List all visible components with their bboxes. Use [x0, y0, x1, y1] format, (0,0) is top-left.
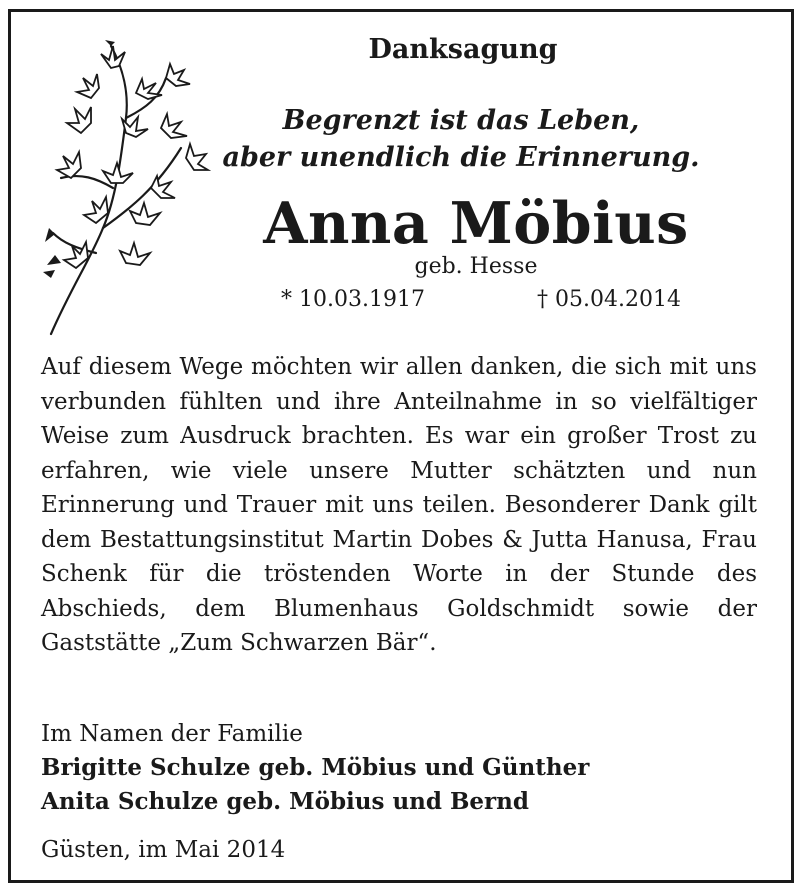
signer-1: Brigitte Schulze geb. Möbius und Günther	[41, 754, 590, 781]
forsythia-branch-icon	[41, 38, 211, 338]
memorial-motto	[211, 102, 711, 176]
motto-line-1: Begrenzt ist das Leben,	[282, 105, 640, 136]
motto-line-2: aber unendlich die Erinnerung.	[222, 142, 700, 173]
signoff-intro: Im Namen der Familie	[41, 721, 303, 747]
maiden-name: geb. Hesse	[414, 254, 538, 279]
birth-date: * 10.03.1917	[281, 287, 425, 312]
signer-2: Anita Schulze geb. Möbius und Bernd	[41, 788, 529, 815]
notice-heading: Danksagung	[368, 34, 558, 65]
obituary-notice	[8, 9, 794, 883]
life-dates	[281, 287, 681, 312]
deceased-name: Anna Möbius	[263, 190, 689, 257]
thanks-text: Auf diesem Wege möchten wir allen danken, die sich mit uns verbunden fühlten und ihre Anteilnahme in so vielfältiger Weise zum Ausdruck brachten. Es war ein großer Trost zu erfahren, wie viele unsere Mutter schätzten und nun Erinnerung und Trauer mit uns teilen. Besonderer Dank gilt dem Bestattungsinstitut Martin Dobes & Jutta Hanusa, Frau Schenk für die tröstenden Worte in der Stunde des Abschieds, dem Blumenhaus Goldschmidt sowie der Gaststätte „Zum Schwarzen Bär“.	[41, 354, 757, 656]
place-and-date: Güsten, im Mai 2014	[41, 837, 286, 863]
signoff	[41, 717, 761, 819]
death-date: † 05.04.2014	[537, 287, 681, 312]
